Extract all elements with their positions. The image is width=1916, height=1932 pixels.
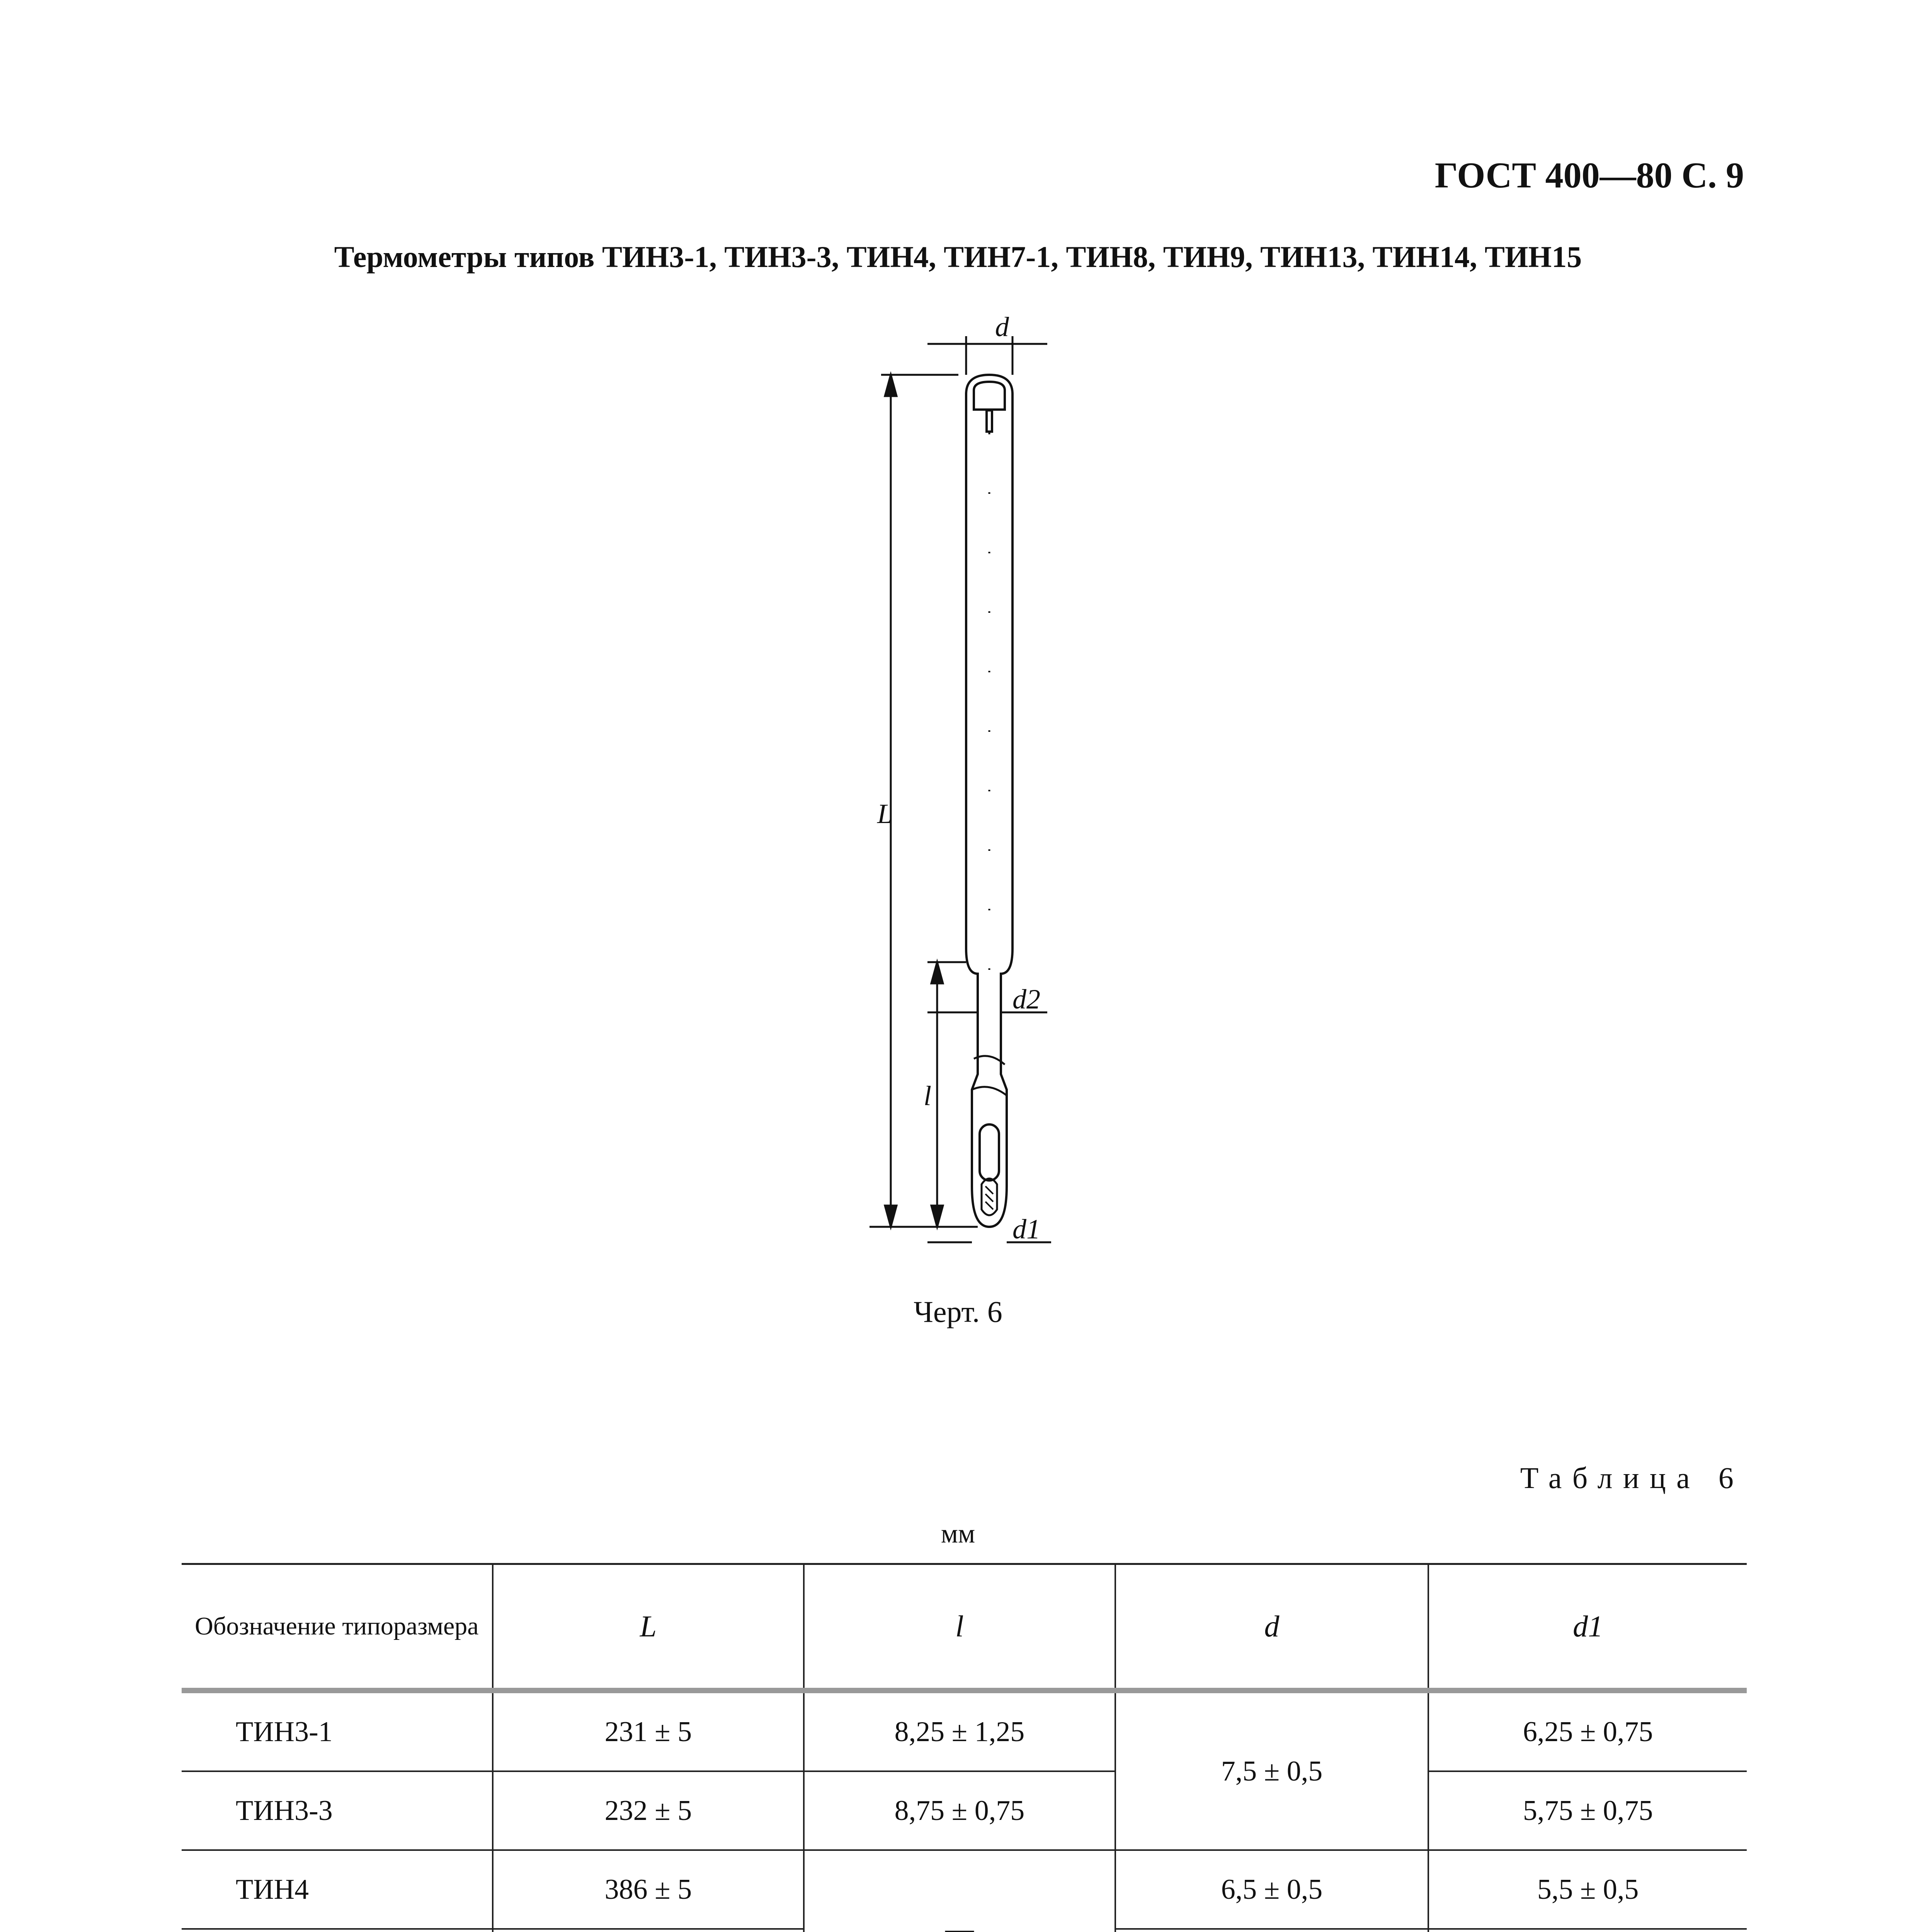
thermometer-body [966, 375, 1012, 1227]
cell-d: 7,5 ± 0,5 [1115, 1690, 1429, 1850]
cell-d1: 5,75 ± 0,75 [1428, 1771, 1747, 1850]
cell-L: 232 ± 5 [493, 1771, 804, 1850]
cell-d1: 6,25 ± 0,75 [1428, 1690, 1747, 1771]
label-d: d [995, 317, 1009, 342]
drawing-caption: Черт. 6 [914, 1295, 1002, 1328]
cell-l: — [804, 1850, 1115, 1932]
cell-d1: 5,5 ± 0,5 [1428, 1850, 1747, 1929]
header-designation: Обозначение типоразмера [182, 1564, 493, 1691]
table-row [182, 1850, 1747, 1929]
header-d1: d1 [1428, 1564, 1747, 1691]
table-label: Таблица 6 [1520, 1461, 1744, 1495]
table-header-row [182, 1564, 1747, 1691]
dimensions-table [182, 1563, 1747, 1932]
label-d2: d2 [1012, 984, 1040, 1015]
cell-L: 386 ± 5 [493, 1850, 804, 1929]
thermometer-drawing [831, 317, 1101, 1275]
cell-l: 8,75 ± 0,75 [804, 1771, 1115, 1850]
table-row [182, 1771, 1747, 1850]
table-units: мм [941, 1519, 975, 1549]
label-L: L [877, 798, 893, 829]
label-l: l [924, 1080, 932, 1111]
table-row [182, 1690, 1747, 1771]
document-title: Термометры типов ТИН3-1, ТИН3-3, ТИН4, ТИН7-1, ТИН8, ТИН9, ТИН13, ТИН14, ТИН15 [334, 240, 1582, 274]
cell-name: ТИН3-3 [182, 1771, 493, 1850]
header-L: L [493, 1564, 804, 1691]
cell-name [182, 1929, 493, 1932]
cell-d [1115, 1929, 1429, 1932]
header-l: l [804, 1564, 1115, 1691]
cell-name: ТИН4 [182, 1850, 493, 1929]
cell-d1 [1428, 1929, 1747, 1932]
header-d: d [1115, 1564, 1429, 1691]
cell-L: 231 ± 5 [493, 1690, 804, 1771]
cell-L [493, 1929, 804, 1932]
page-header: ГОСТ 400—80 С. 9 [1434, 155, 1744, 196]
cell-d: 6,5 ± 0,5 [1115, 1850, 1429, 1929]
label-d1: d1 [1012, 1214, 1040, 1245]
cell-l: 8,25 ± 1,25 [804, 1690, 1115, 1771]
cell-name: ТИН3-1 [182, 1690, 493, 1771]
